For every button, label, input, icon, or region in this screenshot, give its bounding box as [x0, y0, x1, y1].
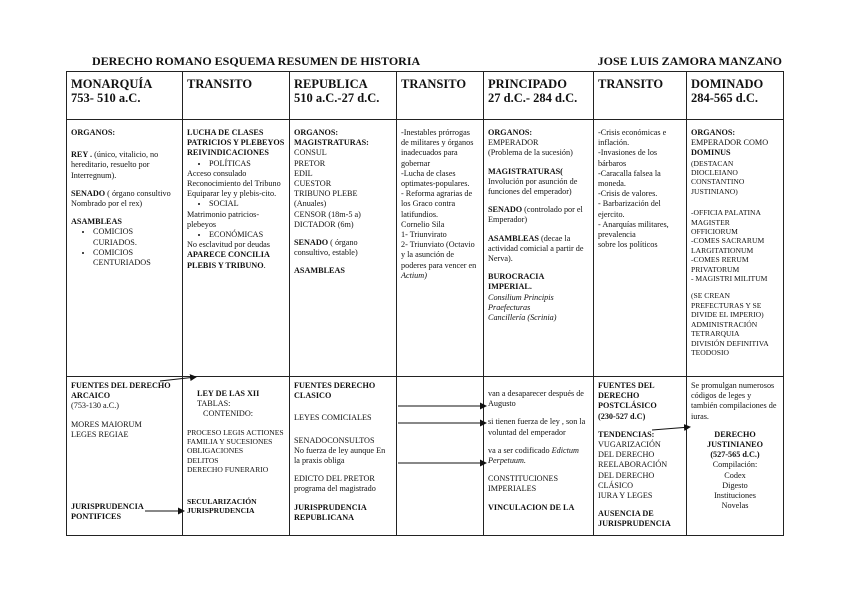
- column-header-republica: REPUBLICA 510 a.C.-27 d.C.: [290, 72, 397, 120]
- cell-dominado-fuentes: Se promulgan numerosos códigos de leges y también compilaciones de iuras. DERECHO JUSTINIANEO (527-565 d.C.) Compilación: Codex Digesto Instituciones Novelas: [687, 377, 784, 536]
- column-header-principado: PRINCIPADO 27 d.C.- 284 d.C.: [484, 72, 594, 120]
- header-row: [67, 72, 784, 120]
- column-header-dominado: DOMINADO 284-565 d.C.: [687, 72, 784, 120]
- history-table: [66, 71, 784, 536]
- cell-transito-2-fuentes: [397, 377, 484, 536]
- cell-principado-organos: ORGANOS: EMPERADOR (Problema de la sucesión) MAGISTRATURAS( Involución por asunción de funciones del emperador) SENADO (controlado por el Emperador) ASAMBLEAS (decae la actividad comicial a partir de Nerva). BUROCRACIA IMPERIAL. Consilium Principis Praefecturas Cancillería (Scrinia): [484, 120, 594, 377]
- cell-dominado-organos: ORGANOS: EMPERADOR COMO DOMINUS (DESTACAN DIOCLEIANO CONSTANTINO JUSTINIANO) -OFFICIA PALATINA MAGISTER OFFICIORUM -COMES SACRARUM LARGITATIONUM -COMES RERUM PRIVATORUM - MAGISTRI MILITUM (SE CREAN PREFECTURAS Y SE DIVIDE EL IMPERIO) ADMINISTRACIÓN TETRARQUIA DIVISIÓN DEFINITIVA TEODOSIO: [687, 120, 784, 377]
- cell-monarquia-fuentes: FUENTES DEL DERECHO ARCAICO (753-130 a.C.) MORES MAIORUM LEGES REGIAE JURISPRUDENCIA PONTIFICES: [67, 377, 183, 536]
- fuentes-row: [67, 377, 784, 536]
- cell-transito-1-xii-tablas: LEY DE LAS XII TABLAS: CONTENIDO: PROCESO LEGIS ACTIONES FAMILIA Y SUCESIONES OBLIGACIONES DELITOS DERECHO FUNERARIO SECULARIZACIÓN JURISPRUDENCIA: [183, 377, 290, 536]
- cell-principado-fuentes: van a desaparecer después de Augusto si tienen fuerza de ley , son la voluntad del emperador va a ser codificado Edictum Perpetuum. CONSTITUCIONES IMPERIALES VINCULACION DE LA: [484, 377, 594, 536]
- cell-monarquia-organos: ORGANOS: REY . (único, vitalicio, no hereditario, resuelto por Interregnum). SENADO ( órgano consultivo Nombrado por el rex) ASAMBLEAS • COMICIOS CURIADOS. • COMICIOS CENTURIADOS: [67, 120, 183, 377]
- column-header-transito-1: TRANSITO: [183, 72, 290, 120]
- cell-republica-organos: ORGANOS: MAGISTRATURAS: CONSUL PRETOR EDIL CUESTOR TRIBUNO PLEBE (Anuales) CENSOR (18m-5 a) DICTADOR (6m) SENADO ( órgano consultivo, estable) ASAMBLEAS: [290, 120, 397, 377]
- column-header-monarquia: MONARQUÍA 753- 510 a.C.: [67, 72, 183, 120]
- cell-transito-3-postclasico: FUENTES DEL DERECHO POSTCLÁSICO (230-527 d.C) TENDENCIAS: VUGARIZACIÓN DEL DERECHO REELABORACIÓN DEL DERECHO CLÁSICO IURA Y LEGES AUSENCIA DE JURISPRUDENCIA: [594, 377, 687, 536]
- cell-transito-2: -Inestables prórrogas de militares y órganos inadecuados para gobernar -Lucha de clases optimates-populares. - Reforma agrarias de los Graco contra latifundios. Cornelio Sila 1- Triunvirato 2- Triunviato (Octavio y la asunción de poderes para vencer en Actium): [397, 120, 484, 377]
- cell-republica-fuentes: FUENTES DERECHO CLASICO LEYES COMICIALES SENADOCONSULTOS No fuerza de ley aunque En la praxis obliga EDICTO DEL PRETOR programa del magistrado JURISPRUDENCIA REPUBLICANA: [290, 377, 397, 536]
- column-header-transito-3: TRANSITO: [594, 72, 687, 120]
- cell-transito-3-crisis: -Crisis económicas e inflación. -Invasiones de los bárbaros -Caracalla falsea la moneda. -Crisis de valores. - Barbarización del ejercito. - Anarquías militares, prevalencia sobre los políticos: [594, 120, 687, 377]
- organos-row: [67, 120, 784, 377]
- document-header: [92, 54, 782, 68]
- document-author: JOSE LUIS ZAMORA MANZANO: [597, 54, 782, 68]
- document-title: DERECHO ROMANO ESQUEMA RESUMEN DE HISTORIA: [92, 54, 421, 68]
- cell-transito-1-lucha: LUCHA DE CLASES PATRICIOS Y PLEBEYOS REIVINDICACIONES • POLÍTICAS Acceso consulado Reconocimiento del Tribuno Equiparar ley y plebis-cito. • SOCIAL Matrimonio patricios-plebeyos • ECONÓMICAS No esclavitud por deudas APARECE CONCILIA PLEBIS Y TRIBUNO.: [183, 120, 290, 377]
- column-header-transito-2: TRANSITO: [397, 72, 484, 120]
